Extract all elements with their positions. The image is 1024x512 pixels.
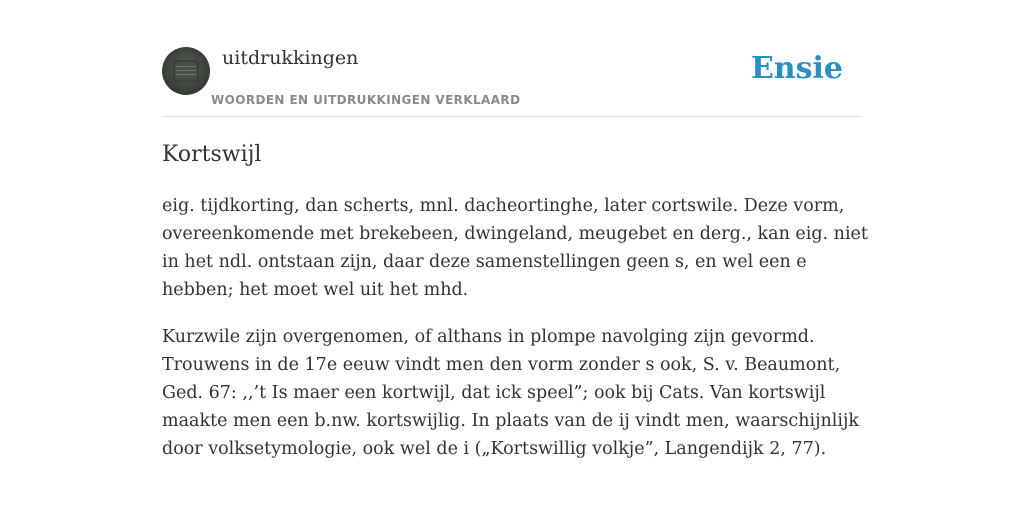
- site-tagline: WOORDEN EN UITDRUKKINGEN VERKLAARD: [211, 93, 521, 107]
- entry-title: Kortswijl: [162, 142, 262, 167]
- entry-paragraph: eig. tijdkorting, dan scherts, mnl. dacheortinghe, later cortswile. Deze vorm, overeenkomende met brekebeen, dwingeland, meugebet en derg., kan eig. niet in het ndl. ontstaan zijn, daar deze samenstellingen geen s, en wel een e hebben; het moet wel uit het mhd.: [162, 196, 868, 300]
- site-avatar-icon[interactable]: [162, 47, 210, 95]
- avatar-detail: [176, 66, 196, 67]
- avatar-detail: [176, 74, 196, 75]
- ensie-logo-link[interactable]: Ensie: [750, 51, 843, 86]
- avatar-detail: [176, 70, 196, 71]
- site-name-link[interactable]: uitdrukkingen: [222, 47, 359, 69]
- site-header: [162, 46, 862, 117]
- entry-body: [162, 192, 870, 482]
- book-cover-icon: [173, 60, 199, 82]
- entry-paragraph: Kurzwile zijn overgenomen, of althans in plompe navolging zijn gevormd. Trouwens in de 17e eeuw vindt men den vorm zonder s ook, S. v. Beaumont, Ged. 67: ,,’t Is maer een kortwijl, dat ick speel”; ook bij Cats. Van kortswijl maakte men een b.nw. kortswijlig. In plaats van de ij vindt men, waarschijnlijk door volksetymologie, ook wel de i („Kortswillig volkje”, Langendijk 2, 77).: [162, 327, 859, 459]
